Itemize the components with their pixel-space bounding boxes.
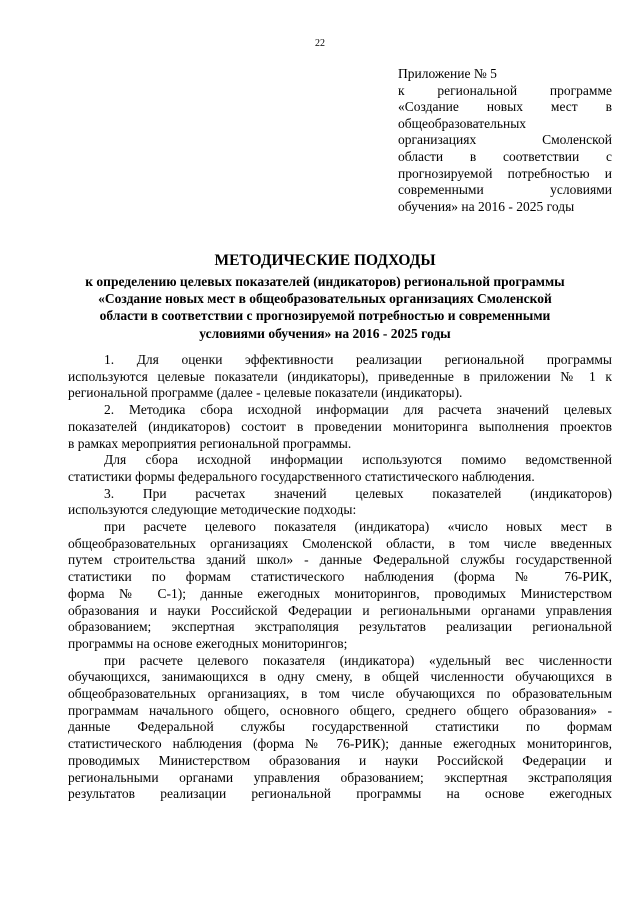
paragraph-line: проводимых Министерством образования и науки Российской Федерации и bbox=[68, 752, 612, 768]
paragraph bbox=[68, 653, 612, 803]
paragraph-line: Для сбора исходной информации используются помимо ведомственной bbox=[104, 452, 612, 468]
paragraph-line: форма № С-1); данные ежегодных мониторингов, проводимых Министерством bbox=[68, 585, 612, 601]
paragraph-line: программам начального общего, основного общего, среднего общего образования» - bbox=[68, 702, 612, 718]
paragraph bbox=[68, 452, 612, 485]
paragraph-line: программы на основе ежегодных мониторингов; bbox=[68, 635, 348, 651]
paragraph bbox=[68, 402, 612, 452]
paragraph-line: общеобразовательных организациях Смоленской области, в том числе введенных bbox=[68, 535, 612, 551]
paragraph-line: 2. Методика сбора исходной информации для расчета значений целевых bbox=[104, 402, 612, 418]
heading-subtitle-line: к определению целевых показателей (индикаторов) региональной программы bbox=[85, 274, 565, 289]
paragraph-line: показателей (индикаторов) состоит в проведении мониторинга выполнения проектов bbox=[68, 418, 612, 434]
heading-subtitle bbox=[60, 273, 590, 342]
appendix-line: прогнозируемой потребностью и bbox=[398, 165, 612, 181]
paragraph-line: при расчете целевого показателя (индикатора) «число новых мест в bbox=[104, 519, 612, 535]
appendix-line: обучения» на 2016 - 2025 годы bbox=[398, 198, 575, 214]
paragraph-line: путем строительства зданий школ» - данные Федеральной службы государственной bbox=[68, 552, 612, 568]
paragraph-line: 3. При расчетах значений целевых показателей (индикаторов) bbox=[104, 485, 612, 501]
appendix-line: общеобразовательных bbox=[398, 115, 527, 131]
appendix-line: организациях Смоленской bbox=[398, 132, 612, 148]
page-number: 22 bbox=[315, 38, 325, 49]
paragraph-line: статистики формы федерального государственного статистического наблюдения. bbox=[68, 468, 535, 484]
paragraph-line: образованием; экспертная экстраполяция результатов реализации региональной bbox=[68, 619, 612, 635]
appendix-line: современными условиями bbox=[398, 182, 612, 198]
appendix-line: «Создание новых мест в bbox=[398, 99, 612, 115]
paragraph bbox=[68, 519, 612, 653]
appendix-line: области в соответствии с bbox=[398, 148, 612, 164]
paragraph-line: в рамках мероприятия региональной программы. bbox=[68, 435, 352, 451]
heading-subtitle-line: «Создание новых мест в общеобразовательных организациях Смоленской bbox=[98, 291, 552, 307]
paragraph bbox=[68, 486, 612, 519]
paragraph-line: обучающихся, занимающихся в одну смену, в общей численности обучающихся в bbox=[68, 669, 612, 685]
paragraph-line: используются целевые показатели (индикаторы), приведенные в приложении № 1 к bbox=[68, 368, 612, 384]
paragraph-line: 1. Для оценки эффективности реализации региональной программы bbox=[104, 352, 612, 367]
paragraph-line: используются следующие методические подходы: bbox=[68, 502, 357, 518]
appendix-line: к региональной программе bbox=[398, 82, 612, 98]
paragraph-line: при расчете целевого показателя (индикатора) «удельный вес численности bbox=[104, 652, 612, 668]
paragraph-line: региональными органами управления образованием; экспертная экстраполяция bbox=[68, 769, 612, 785]
paragraph-line: данные Федеральной службы государственной статистики по формам bbox=[68, 719, 612, 735]
paragraph bbox=[68, 352, 612, 402]
document-heading bbox=[60, 251, 590, 342]
heading-subtitle-line: условиями обучения» на 2016 - 2025 годы bbox=[199, 325, 451, 341]
paragraph-line: общеобразовательных организациях, в том числе обучающихся по образовательным bbox=[68, 686, 612, 702]
heading-title: МЕТОДИЧЕСКИЕ ПОДХОДЫ bbox=[214, 252, 436, 269]
paragraph-line: результатов реализации региональной программы на основе ежегодных bbox=[68, 786, 612, 802]
heading-subtitle-line: области в соответствии с прогнозируемой потребностью и современными bbox=[99, 308, 551, 324]
appendix-line: Приложение № 5 bbox=[398, 66, 497, 81]
paragraph-line: региональной программе (далее - целевые показатели (индикаторы). bbox=[68, 385, 463, 401]
paragraph-line: статистики по формам статистического наблюдения (форма № 76-РИК, bbox=[68, 569, 612, 585]
document-body bbox=[68, 352, 612, 803]
paragraph-line: статистического наблюдения (форма № 76-РИК); данные ежегодных мониторингов, bbox=[68, 736, 612, 752]
paragraph-line: образования и науки Российской Федерации и региональными органами управления bbox=[68, 602, 612, 618]
appendix-note bbox=[398, 66, 612, 215]
